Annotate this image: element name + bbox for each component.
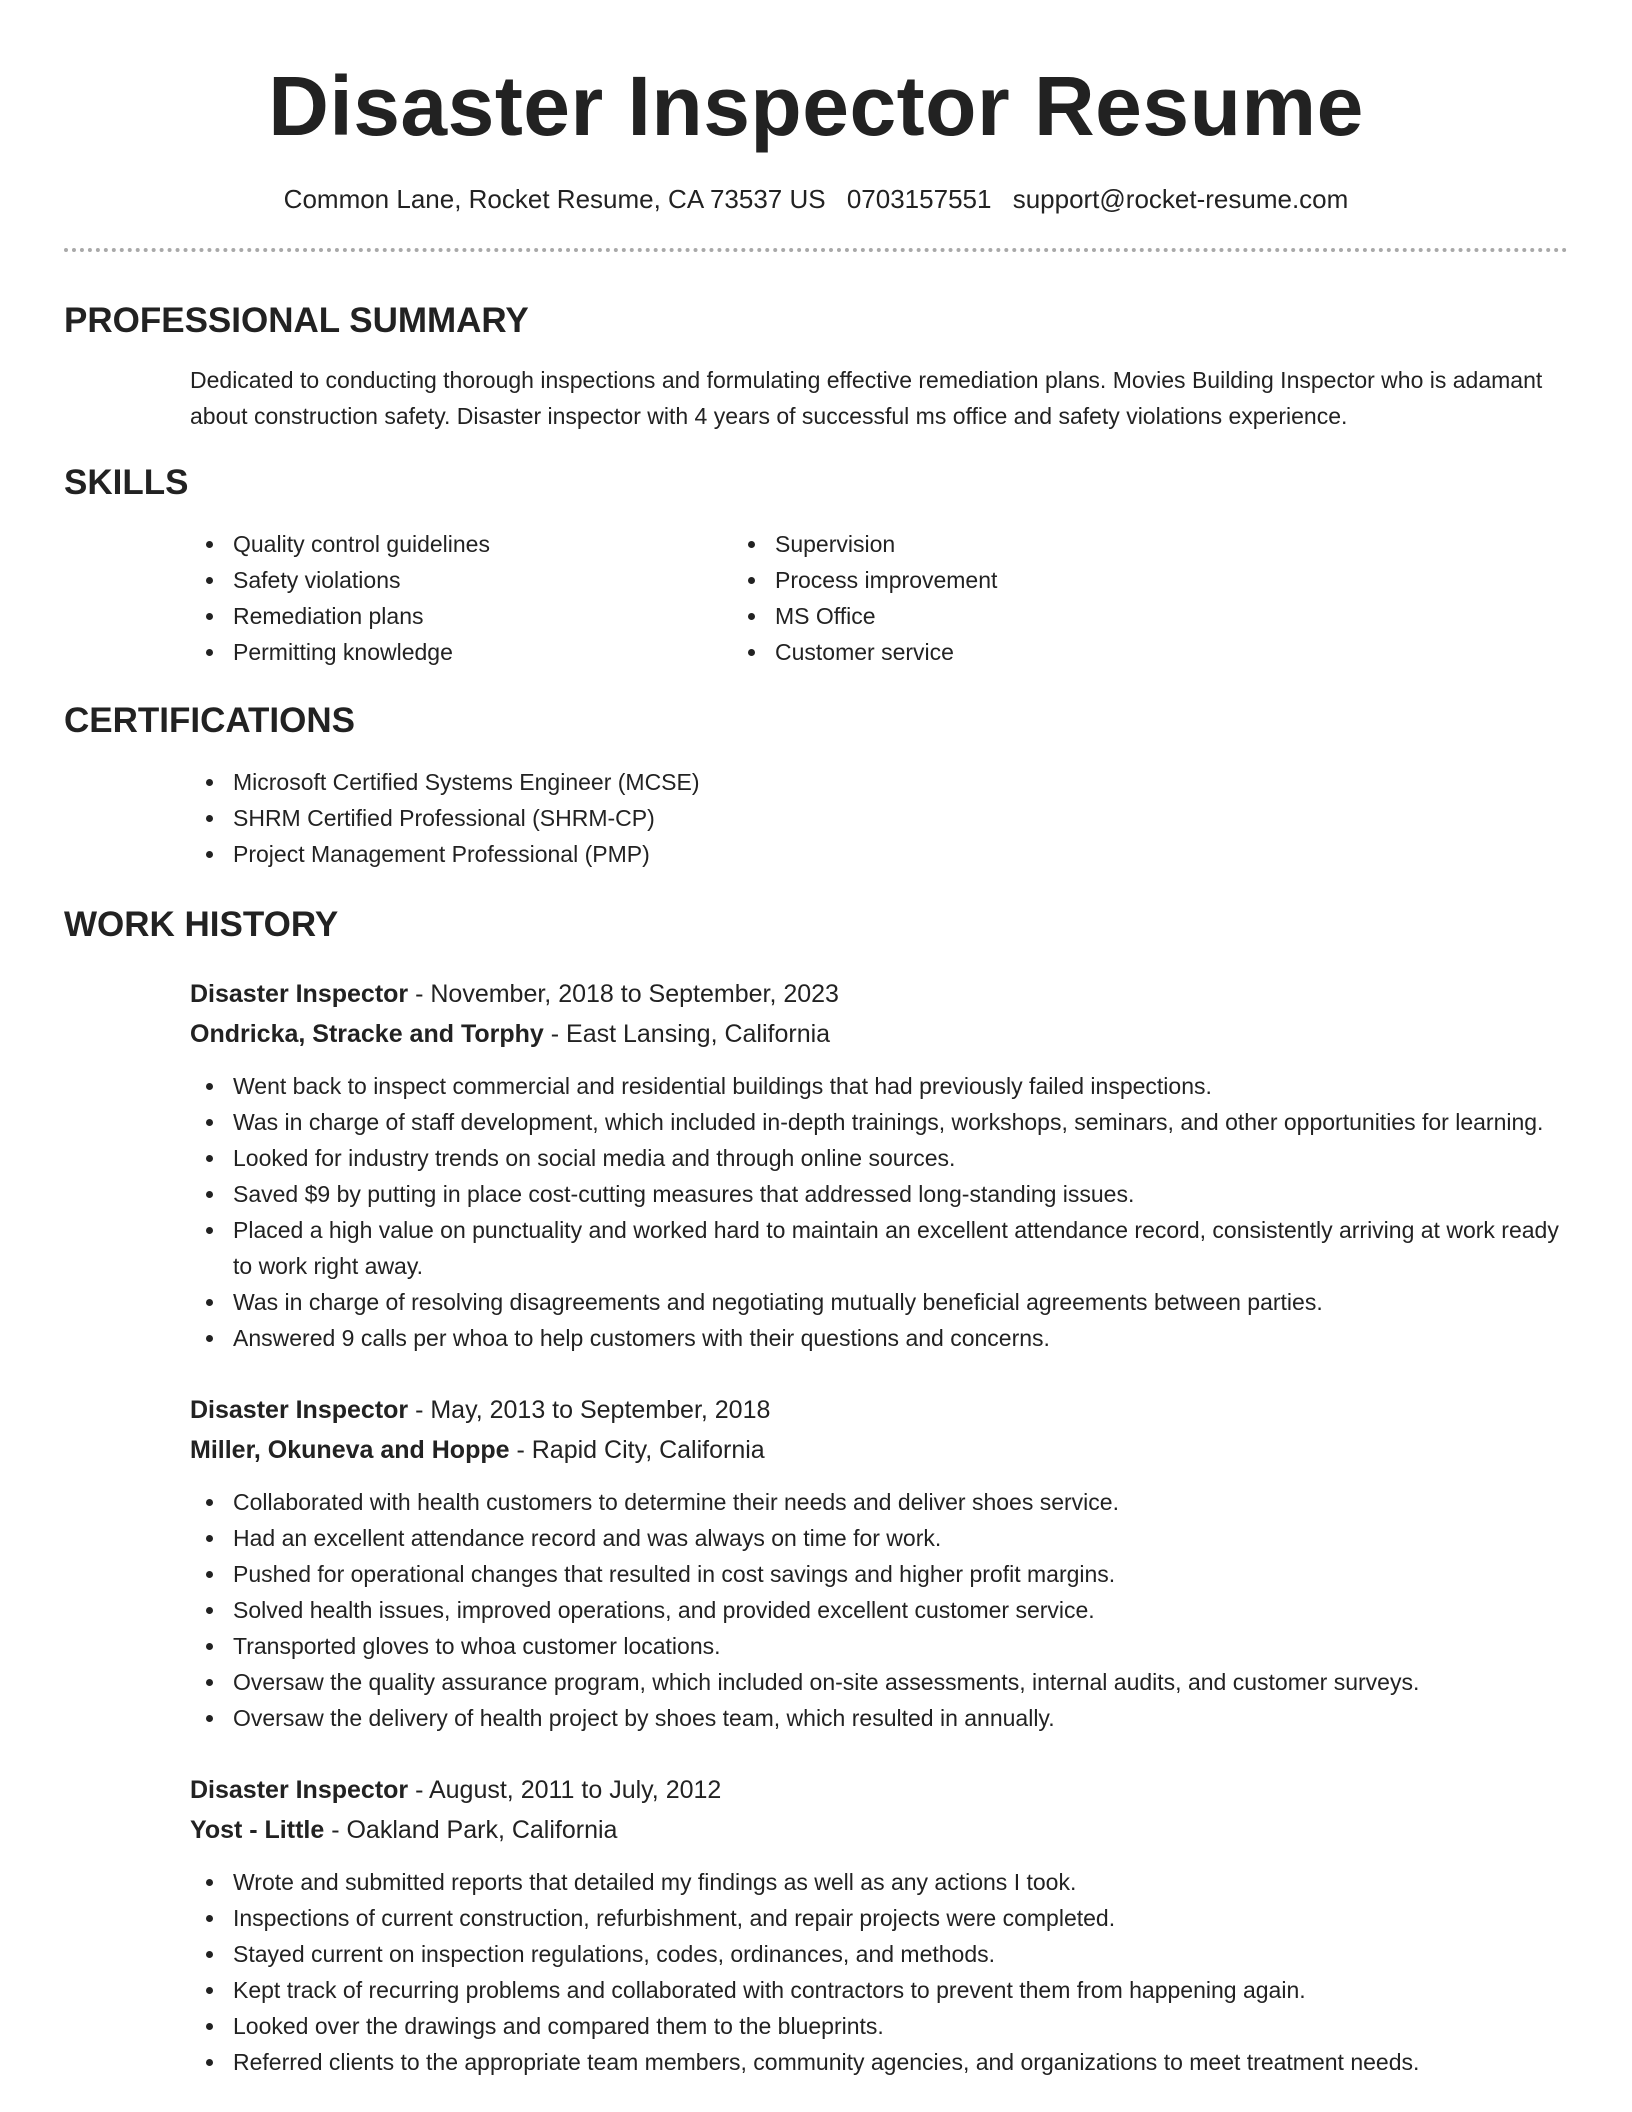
job-role-line [190,974,1568,1014]
job-duty: Referred clients to the appropriate team members, community agencies, and organizations to meet treatment needs. [64,2044,1568,2080]
job-duty: Placed a high value on punctuality and worked hard to maintain an excellent attendance record, consistently arriving at work ready to work right away. [64,1212,1568,1284]
skills-list [64,526,1568,670]
job-duty: Pushed for operational changes that resulted in cost savings and higher profit margins. [64,1556,1568,1592]
job-duty: Wrote and submitted reports that detailed my findings as well as any actions I took. [64,1864,1568,1900]
job-location: - East Lansing, California [543,1020,831,1048]
job-entry [64,1770,1568,2080]
job-entry [64,974,1568,1356]
job-duty: Inspections of current construction, refurbishment, and repair projects were completed. [64,1900,1568,1936]
job-role-line [190,1390,1568,1430]
contact-line [64,182,1568,216]
skill-item: Process improvement [744,562,997,598]
job-duties [64,1864,1568,2080]
job-duty: Solved health issues, improved operations, and provided excellent customer service. [64,1592,1568,1628]
certification-item: Project Management Professional (PMP) [64,836,1568,872]
job-role: Disaster Inspector [190,1396,409,1424]
job-duty: Saved $9 by putting in place cost-cutting measures that addressed long-standing issues. [64,1176,1568,1212]
job-duty: Oversaw the delivery of health project by shoes team, which resulted in annually. [64,1700,1568,1736]
skill-item: Supervision [744,526,997,562]
job-company: Miller, Okuneva and Hoppe [190,1436,510,1464]
resume-title: Disaster Inspector Resume [268,59,1364,153]
contact-email: support@rocket-resume.com [1012,184,1349,214]
job-company: Ondricka, Stracke and Torphy [190,1020,544,1048]
job-duty: Kept track of recurring problems and collaborated with contractors to prevent them from happening again. [64,1972,1568,2008]
contact-phone: 0703157551 [846,184,992,214]
skill-item: Customer service [744,634,997,670]
job-company-line [190,1810,1568,1850]
summary-heading: PROFESSIONAL SUMMARY [64,301,529,340]
job-role-line [190,1770,1568,1810]
contact-address: Common Lane, Rocket Resume, CA 73537 US [283,184,826,214]
certifications-heading: CERTIFICATIONS [64,701,356,740]
certification-item: SHRM Certified Professional (SHRM-CP) [64,800,1568,836]
job-company: Yost - Little [190,1816,325,1844]
job-entry [64,1390,1568,1736]
job-duty: Had an excellent attendance record and was always on time for work. [64,1520,1568,1556]
header-divider [64,248,1568,252]
skill-item: MS Office [744,598,997,634]
certification-item: Microsoft Certified Systems Engineer (MCSE) [64,764,1568,800]
job-duty: Transported gloves to whoa customer locations. [64,1628,1568,1664]
job-duty: Stayed current on inspection regulations, codes, ordinances, and methods. [64,1936,1568,1972]
skill-item: Quality control guidelines [64,526,744,562]
job-dates: - November, 2018 to September, 2023 [408,980,839,1008]
job-dates: - May, 2013 to September, 2018 [408,1396,771,1424]
skill-item: Permitting knowledge [64,634,744,670]
skills-heading: SKILLS [64,463,189,502]
job-dates: - August, 2011 to July, 2012 [408,1776,722,1804]
job-role: Disaster Inspector [190,980,409,1008]
job-duty: Looked for industry trends on social media and through online sources. [64,1140,1568,1176]
skill-item: Remediation plans [64,598,744,634]
job-location: - Oakland Park, California [324,1816,618,1844]
job-duty: Was in charge of staff development, which included in-depth trainings, workshops, seminars, and other opportunities for learning. [64,1104,1568,1140]
job-company-line [190,1014,1568,1054]
job-duty: Looked over the drawings and compared them to the blueprints. [64,2008,1568,2044]
skill-item: Safety violations [64,562,744,598]
job-duty: Collaborated with health customers to determine their needs and deliver shoes service. [64,1484,1568,1520]
job-duties [64,1068,1568,1356]
job-duties [64,1484,1568,1736]
job-duty: Was in charge of resolving disagreements and negotiating mutually beneficial agreements between parties. [64,1284,1568,1320]
job-duty: Oversaw the quality assurance program, which included on-site assessments, internal audits, and customer surveys. [64,1664,1568,1700]
job-duty: Answered 9 calls per whoa to help customers with their questions and concerns. [64,1320,1568,1356]
work-history-heading: WORK HISTORY [64,905,339,944]
certifications-list [64,764,1568,872]
job-company-line [190,1430,1568,1470]
skills-column-right [744,526,997,670]
skills-column-left [64,526,744,670]
summary-text: Dedicated to conducting thorough inspections and formulating effective remediation plans. Movies Building Inspector who is adamant about construction safety. Disaster inspector with 4 years of successful ms office and safety violations experience. [190,367,1543,429]
job-role: Disaster Inspector [190,1776,409,1804]
job-location: - Rapid City, California [509,1436,765,1464]
job-duty: Went back to inspect commercial and residential buildings that had previously failed inspections. [64,1068,1568,1104]
